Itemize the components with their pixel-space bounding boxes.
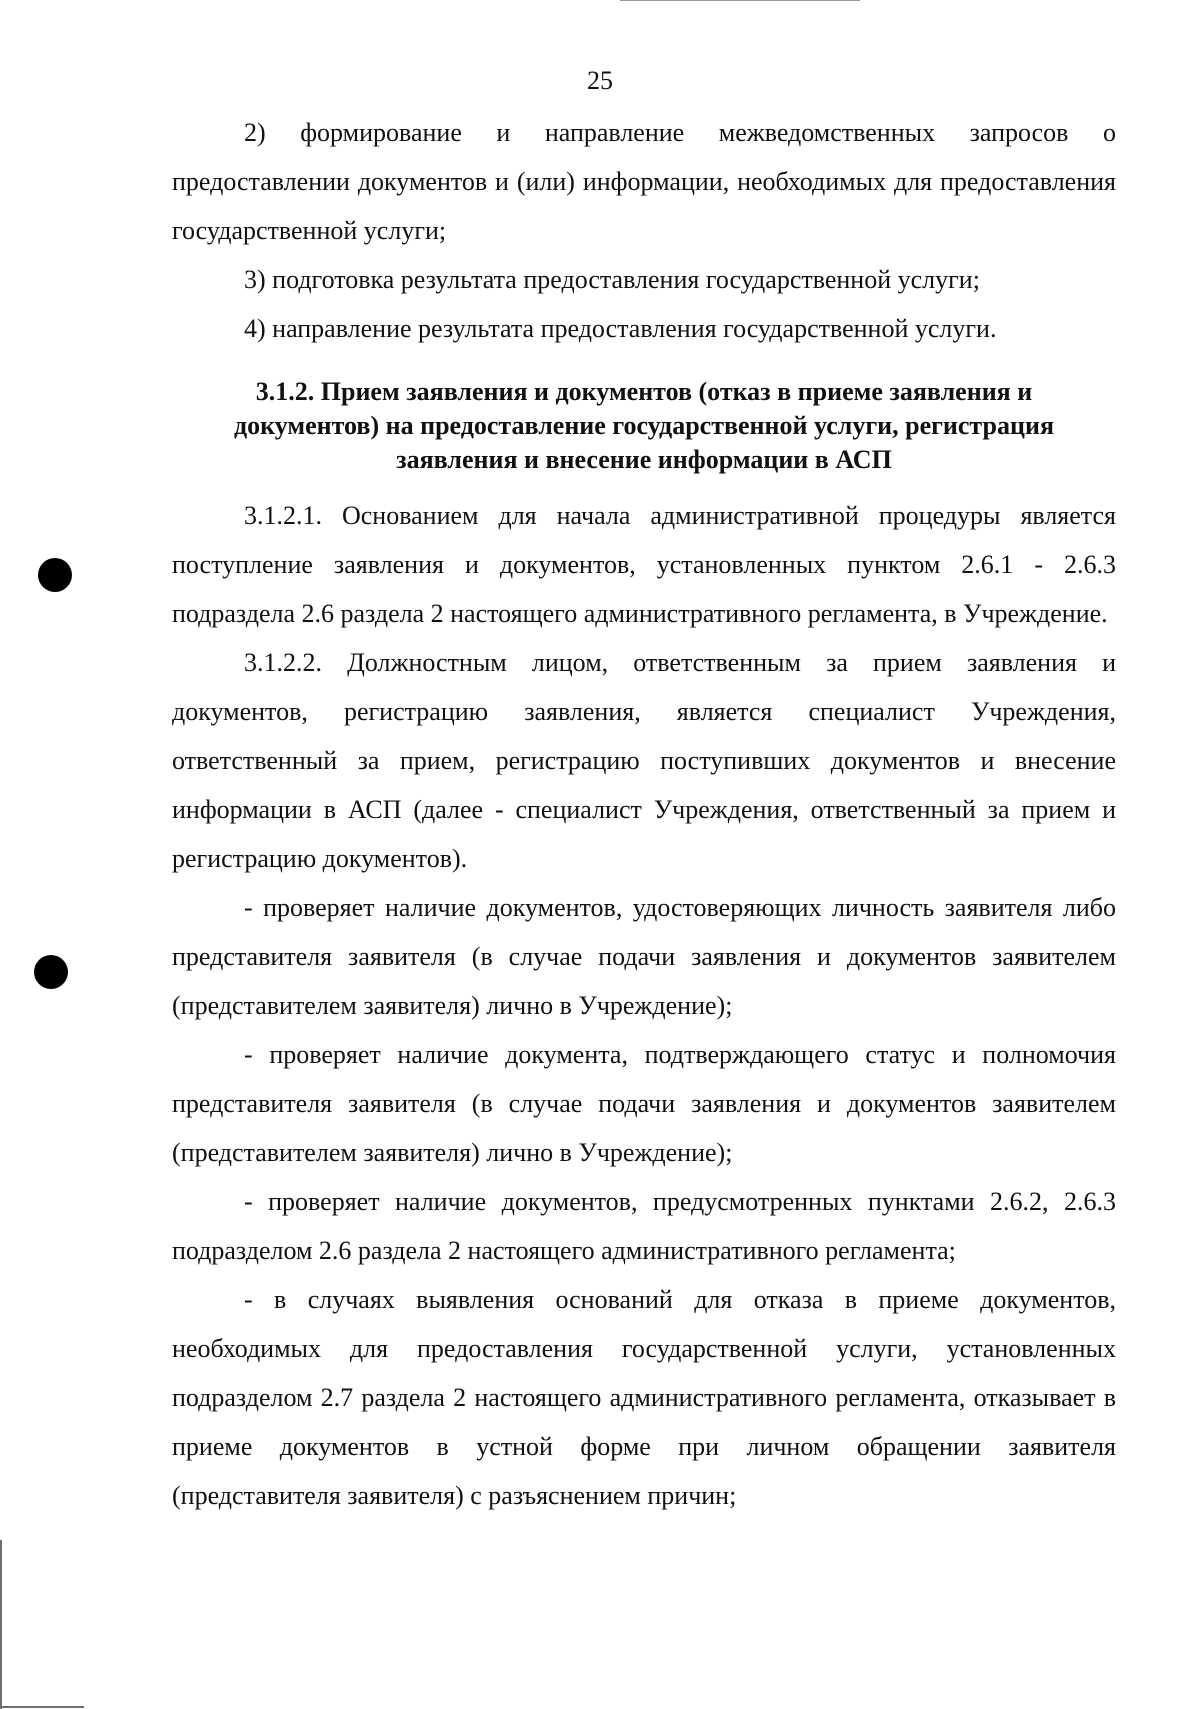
scan-edge-line: [620, 0, 860, 1]
paragraph: 3) подготовка результата предоставления государственной услуги;: [244, 265, 980, 294]
page-number: 25: [587, 66, 613, 95]
paragraph: 4) направление результата предоставления государственной услуги.: [244, 314, 997, 343]
scan-edge-line: [0, 1706, 84, 1708]
list-item: - проверяет наличие документов, удостоверяющих личность заявителя либо представителя заявителя (в случае подачи заявления и документов заявителем (представителем заявителя) лично в Учреждение);: [172, 893, 1116, 1020]
paragraph: 3.1.2.2. Должностным лицом, ответственным за прием заявления и документов, регистрацию заявления, является специалист Учреждения, ответственный за прием, регистрацию поступивших документов и внесение информации в АСП (далее - специалист Учреждения, ответственный за прием и регистрацию документов).: [172, 648, 1116, 873]
binder-hole-mark: [34, 955, 68, 989]
binder-hole-mark: [38, 558, 72, 592]
paragraph: 2) формирование и направление межведомственных запросов о предоставлении документов и (или) информации, необходимых для предоставления государственной услуги;: [172, 118, 1116, 245]
paragraph: 3.1.2.1. Основанием для начала административной процедуры является поступление заявления и документов, установленных пунктом 2.6.1 - 2.6.3 подраздела 2.6 раздела 2 настоящего административного регламента, в Учреждение.: [172, 501, 1116, 628]
list-item: - проверяет наличие документа, подтверждающего статус и полномочия представителя заявителя (в случае подачи заявления и документов заявителем (представителем заявителя) лично в Учреждение);: [172, 1040, 1116, 1167]
section-heading: 3.1.2. Прием заявления и документов (отказ в приеме заявления и документов) на предоставление государственной услуги, регистрация заявления и внесение информации в АСП: [233, 377, 1055, 474]
list-item: - в случаях выявления оснований для отказа в приеме документов, необходимых для предоставления государственной услуги, установленных подразделом 2.7 раздела 2 настоящего административного регламента, отказывает в приеме документов в устной форме при личном обращении заявителя (представителя заявителя) с разъяснением причин;: [172, 1285, 1116, 1510]
list-item: - проверяет наличие документов, предусмотренных пунктами 2.6.2, 2.6.3 подразделом 2.6 раздела 2 настоящего административного регламента;: [172, 1187, 1116, 1265]
document-body: [172, 108, 1116, 1520]
scan-edge-line: [0, 1540, 2, 1709]
